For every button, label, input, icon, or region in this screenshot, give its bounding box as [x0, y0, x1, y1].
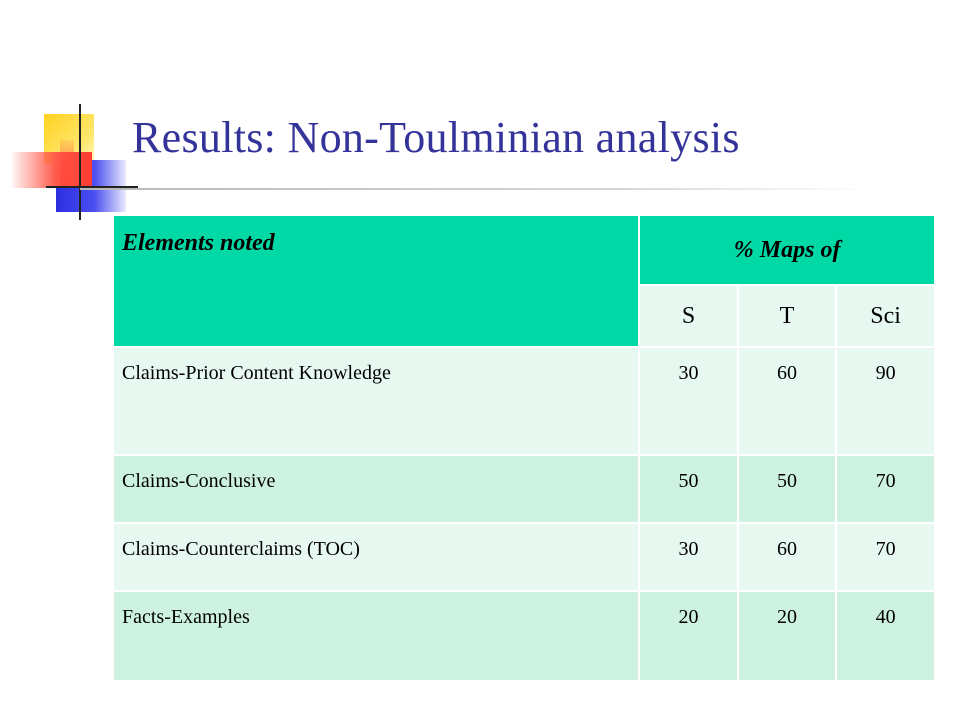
cell-s: 20 — [639, 591, 738, 681]
row-label: Facts-Examples — [113, 591, 639, 681]
header-col-t: T — [738, 285, 837, 347]
cell-sci: 70 — [836, 455, 935, 523]
cell-sci: 40 — [836, 591, 935, 681]
cell-s: 30 — [639, 347, 738, 455]
title-divider — [80, 188, 870, 190]
header-col-sci: Sci — [836, 285, 935, 347]
logo-red-accent — [60, 140, 74, 188]
table-row — [113, 523, 935, 591]
slide-title: Results: Non-Toulminian analysis — [132, 113, 740, 162]
row-label: Claims-Counterclaims (TOC) — [113, 523, 639, 591]
cell-t: 50 — [738, 455, 837, 523]
corner-logo-icon — [0, 0, 140, 230]
cell-sci: 70 — [836, 523, 935, 591]
table-row — [113, 591, 935, 681]
cell-t: 20 — [738, 591, 837, 681]
header-maps-of: % Maps of — [639, 215, 935, 285]
row-label: Claims-Conclusive — [113, 455, 639, 523]
logo-vertical-line — [79, 104, 81, 220]
header-col-s: S — [639, 285, 738, 347]
cell-t: 60 — [738, 523, 837, 591]
results-table — [112, 214, 936, 682]
row-label: Claims-Prior Content Knowledge — [113, 347, 639, 455]
cell-t: 60 — [738, 347, 837, 455]
table-row — [113, 455, 935, 523]
cell-sci: 90 — [836, 347, 935, 455]
header-elements-noted: Elements noted — [113, 215, 639, 347]
cell-s: 30 — [639, 523, 738, 591]
cell-s: 50 — [639, 455, 738, 523]
table-row — [113, 347, 935, 455]
